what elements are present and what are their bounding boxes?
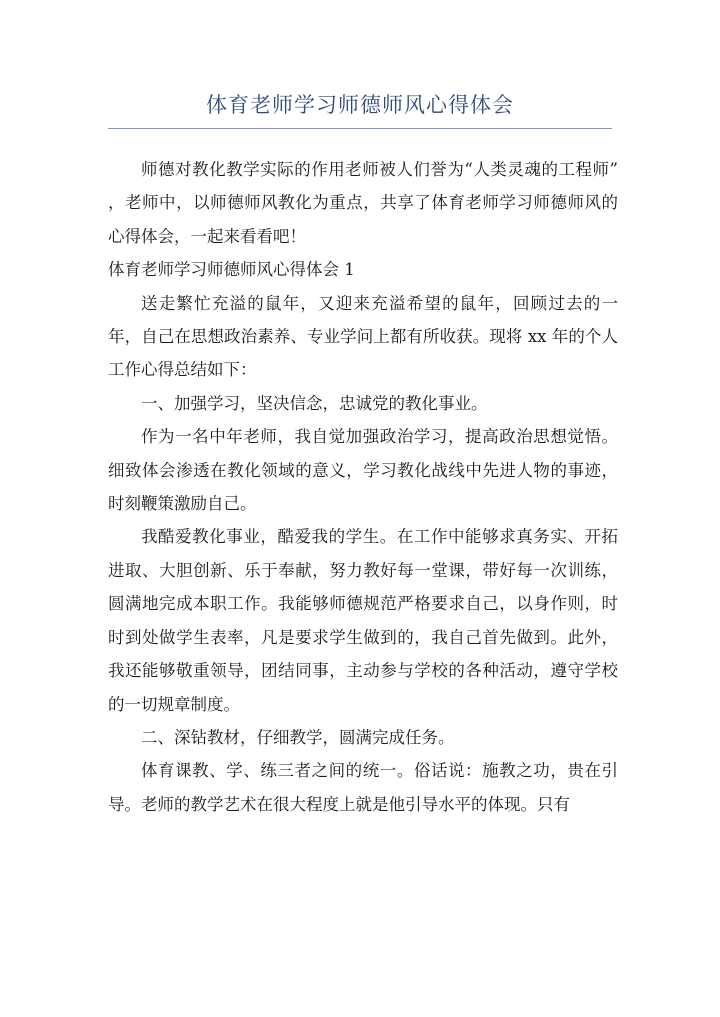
- body-paragraph: 体育课教、学、练三者之间的统一。俗话说：施教之功，贵在引导。老师的教学艺术在很大程度上就是他引导水平的体现。只有: [108, 761, 618, 814]
- body-paragraph: 作为一名中年老师，我自觉加强政治学习，提高政治思想觉悟。细致体会渗透在教化领域的意义，学习教化战线中先进人物的事迹，时刻鞭策激励自己。: [108, 427, 618, 514]
- document-title: 体育老师学习师德师风心得体会: [206, 93, 514, 117]
- body-paragraph: 我酷爱教化事业，酷爱我的学生。在工作中能够求真务实、开拓进取、大胆创新、乐于奉献，努力教好每一堂课，带好每一次训练，圆满地完成本职工作。我能够师德规范严格要求自己，以身作则，时时到处做学生表率，凡是要求学生做到的，我自己首先做到。此外，我还能够敬重领导，团结同事，主动参与学校的各种活动，遵守学校的一切规章制度。: [108, 527, 618, 714]
- subheading-paragraph: 二、深钻教材，仔细教学，圆满完成任务。: [141, 727, 455, 747]
- intro-paragraph: 师德对教化教学实际的作用老师被人们誉为“人类灵魂的工程师” ，老师中，以师德师风教化为重点，共享了体育老师学习师德师风的心得体会，一起来看看吧！: [108, 160, 618, 246]
- section-heading: 体育老师学习师德师风心得体会 1: [108, 260, 355, 280]
- subheading-paragraph: 一、加强学习，坚决信念，忠诚党的教化事业。: [141, 393, 488, 413]
- body-paragraph: 送走繁忙充溢的鼠年，又迎来充溢希望的鼠年，回顾过去的一年，自己在思想政治素养、专业学问上都有所收获。现将 xx 年的个人工作心得总结如下：: [108, 293, 618, 380]
- title-divider: [108, 128, 612, 129]
- document-body: [108, 153, 618, 821]
